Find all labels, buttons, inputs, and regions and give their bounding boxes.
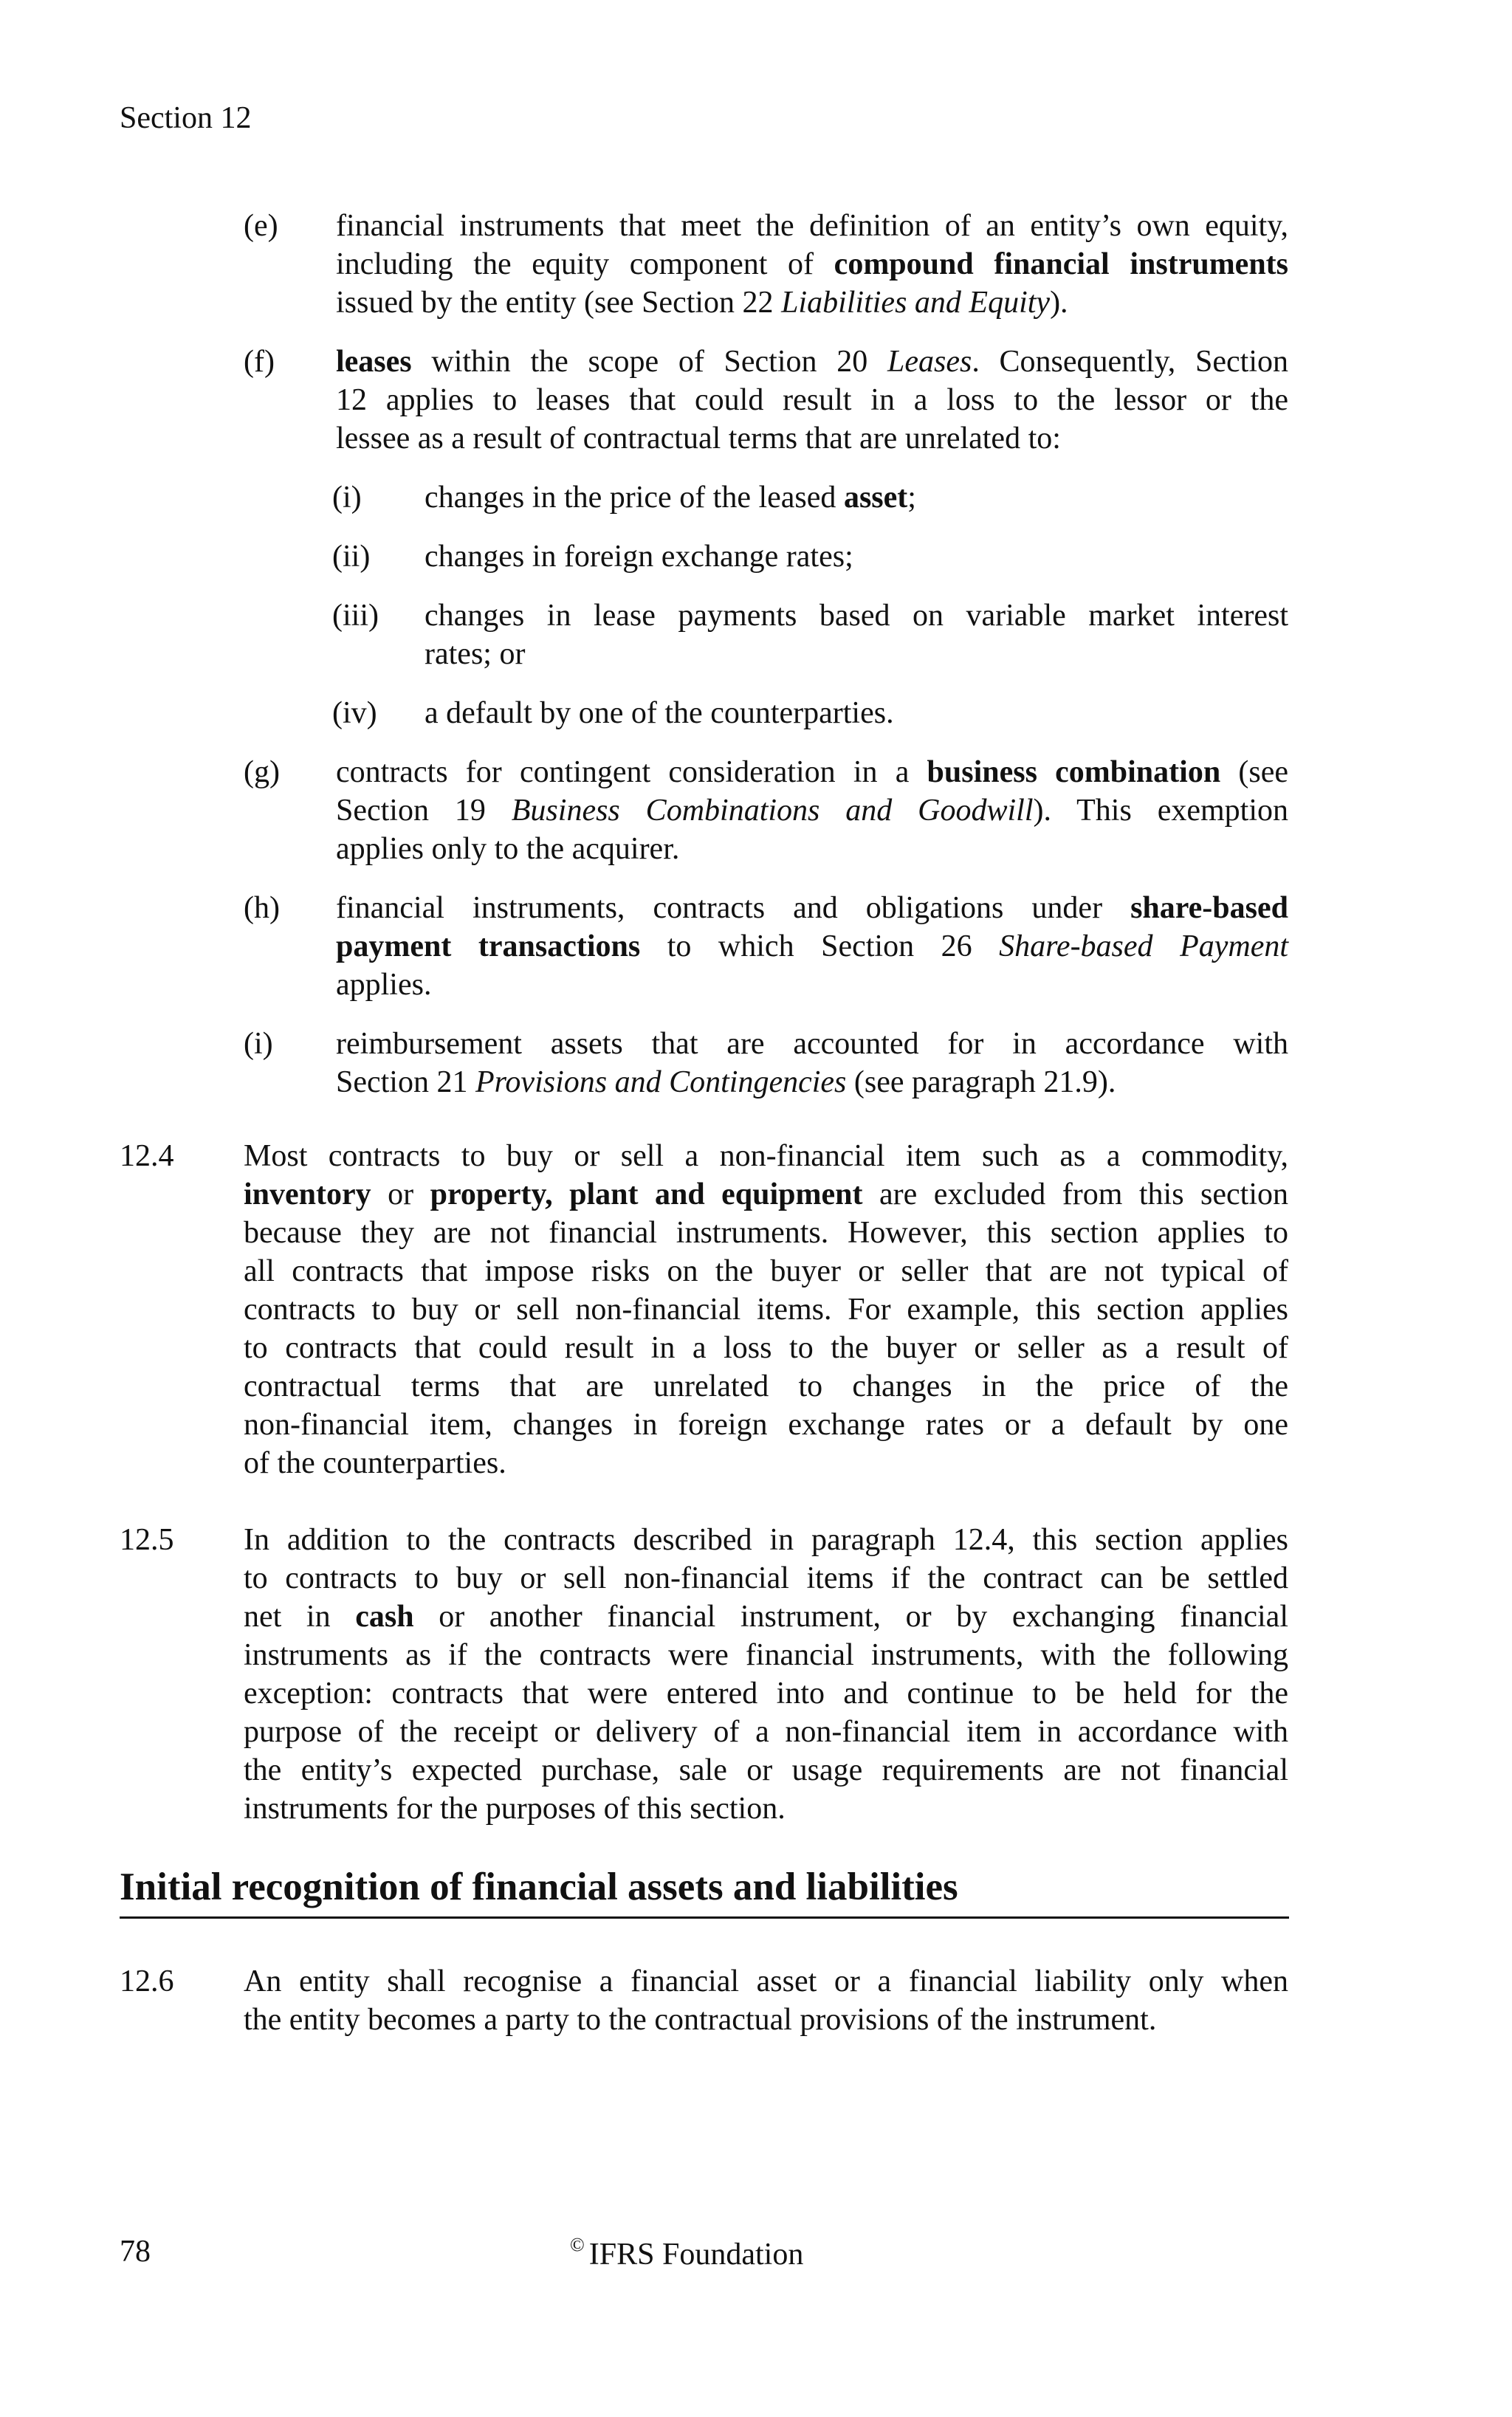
item-label: (g) [244,755,280,789]
running-header: Section 12 [120,101,252,135]
item-label: (h) [244,891,280,925]
section-heading: Initial recognition of financial assets and liabilities [120,1863,1289,1919]
item-label: (e) [244,209,278,243]
paragraph-number: 12.5 [120,1523,174,1557]
copyright-icon: © [570,2234,585,2255]
page-number: 78 [120,2235,151,2269]
item-label: (i) [244,1027,273,1061]
paragraph-number: 12.4 [120,1139,174,1173]
paragraph-number: 12.6 [120,1964,174,1998]
item-label: (f) [244,345,275,379]
footer-copyright: © IFRS Foundation [570,2234,804,2272]
